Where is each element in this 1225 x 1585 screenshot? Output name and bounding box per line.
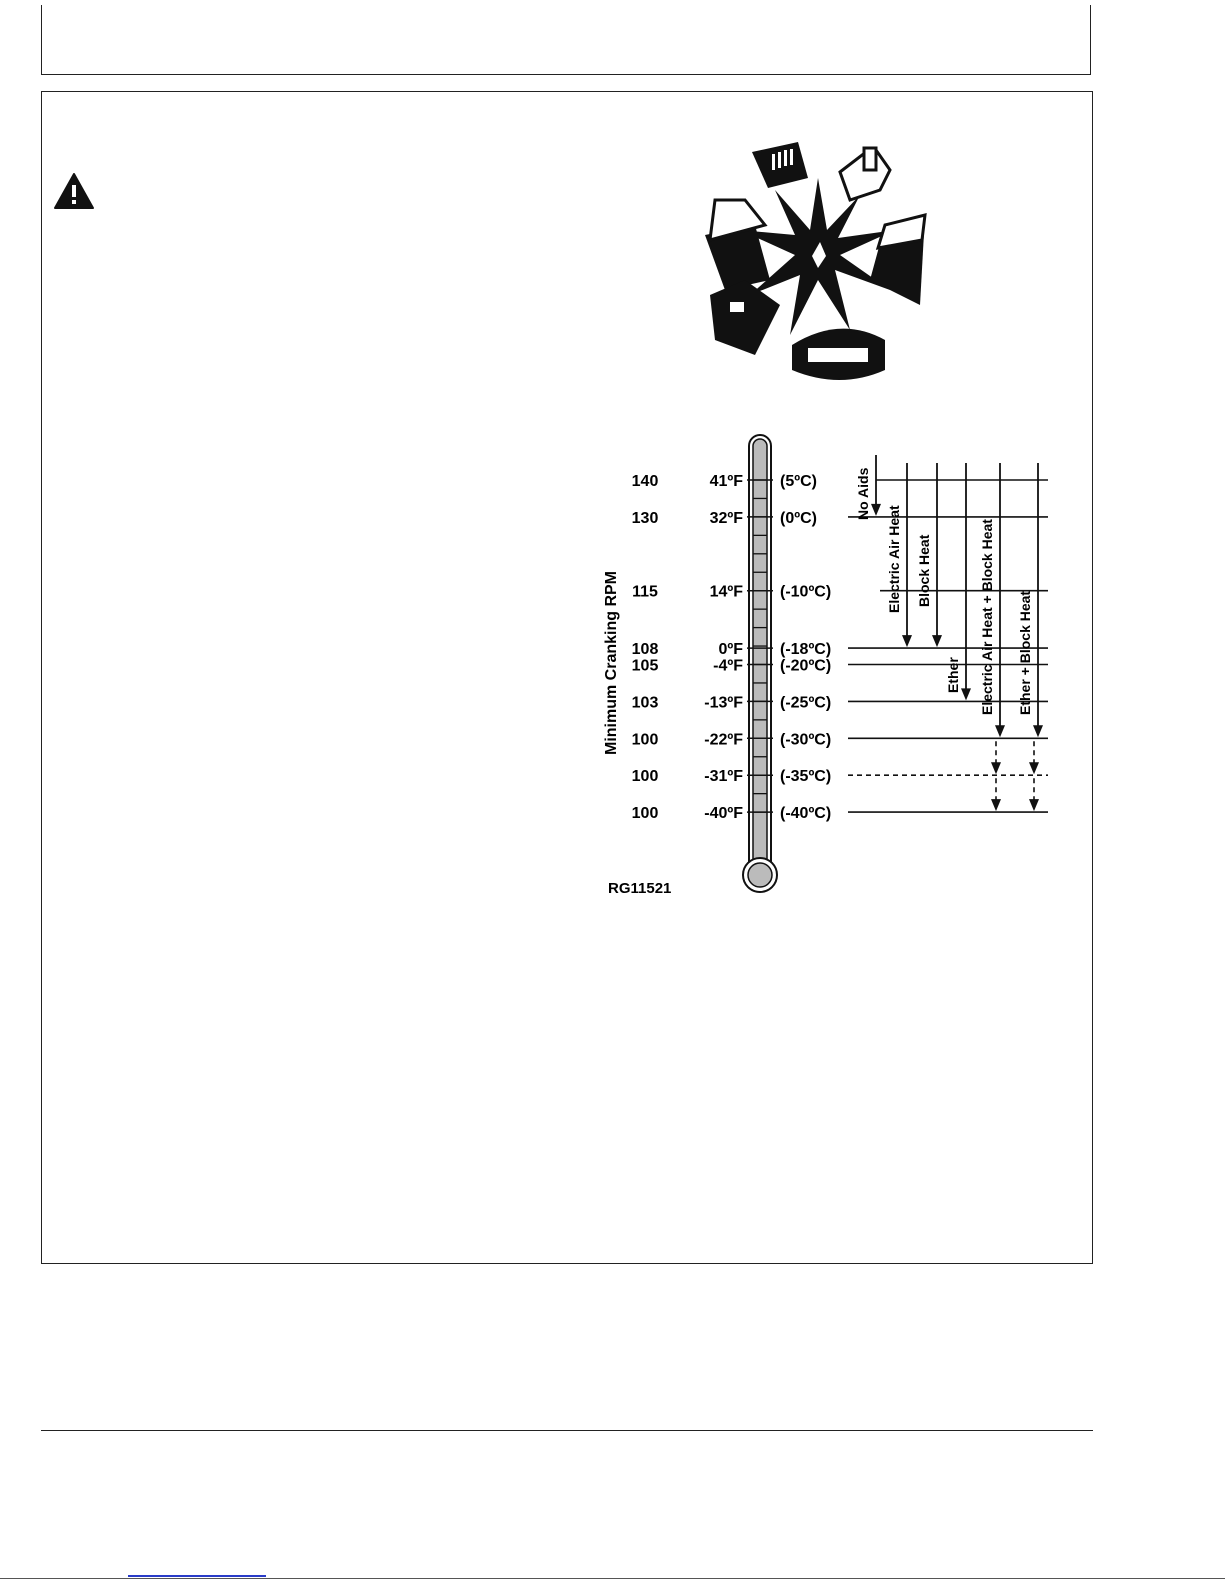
temp-celsius-label: (-25ºC): [780, 694, 832, 712]
aid-label: No Aids: [855, 467, 871, 520]
temp-celsius-label: (-18ºC): [780, 641, 832, 659]
rpm-value: 108: [631, 641, 659, 659]
temp-celsius-label: (5ºC): [780, 473, 817, 490]
aid-extension-arrowhead: [1029, 762, 1039, 774]
aid-label: Electric Air Heat + Block Heat: [979, 519, 995, 715]
rpm-value: 115: [632, 583, 658, 601]
rpm-value: 103: [631, 694, 659, 712]
cranking-rpm-chart: [590, 425, 1060, 915]
aid-extension-arrowhead: [1029, 799, 1039, 811]
temp-celsius-label: (-10ºC): [780, 583, 832, 601]
page-bottom-rule: [0, 1578, 1225, 1579]
starting-fluid-hazard-illustration: [690, 130, 950, 390]
top-frame: [41, 5, 1091, 75]
aid-arrowhead: [1033, 725, 1043, 737]
temp-fahrenheit-label: -40ºF: [704, 805, 743, 823]
temp-fahrenheit-label: -4ºF: [713, 657, 743, 675]
temp-fahrenheit-label: -31ºF: [704, 768, 743, 786]
temp-celsius-label: (-40ºC): [780, 805, 832, 823]
warning-icon: [53, 172, 95, 210]
temp-celsius-label: (0ºC): [780, 509, 817, 527]
starting-fluid-can-right: [840, 148, 925, 305]
starting-fluid-can-top: [752, 142, 808, 188]
aid-label: Block Heat: [916, 534, 932, 607]
aid-arrowhead: [902, 635, 912, 647]
temp-fahrenheit-label: -22ºF: [704, 731, 743, 749]
temp-celsius-label: (-20ºC): [780, 657, 832, 675]
rpm-value: 100: [631, 805, 659, 823]
aid-label: Electric Air Heat: [886, 505, 902, 613]
aid-arrowhead: [995, 725, 1005, 737]
rpm-value: 140: [631, 473, 659, 490]
temp-fahrenheit-label: -13ºF: [704, 694, 743, 712]
temp-fahrenheit-label: 32ºF: [709, 509, 743, 527]
rpm-value: 130: [631, 509, 659, 527]
aid-label: Ether + Block Heat: [1017, 590, 1033, 715]
temp-fahrenheit-label: 0ºF: [718, 641, 743, 659]
aid-arrowhead: [961, 688, 971, 700]
rpm-value: 100: [631, 768, 659, 786]
aid-arrowhead: [932, 635, 942, 647]
y-axis-label: Minimum Cranking RPM: [603, 570, 620, 756]
starting-fluid-can-bottom: [792, 329, 885, 380]
aid-arrowhead: [871, 504, 881, 516]
aid-extension-arrowhead: [991, 762, 1001, 774]
temp-fahrenheit-label: 41ºF: [709, 473, 743, 490]
thermometer: [743, 435, 777, 892]
footer-divider: [41, 1430, 1093, 1431]
rpm-value: 100: [631, 731, 659, 749]
temp-celsius-label: (-35ºC): [780, 768, 832, 786]
starting-fluid-can-left: [705, 200, 780, 355]
rpm-value: 105: [631, 657, 659, 675]
aid-extension-arrowhead: [991, 799, 1001, 811]
figure-id: RG11521: [608, 880, 672, 897]
aid-label: Ether: [945, 657, 961, 693]
temp-celsius-label: (-30ºC): [780, 731, 832, 749]
page-link-underline[interactable]: [128, 1575, 266, 1577]
temp-fahrenheit-label: 14ºF: [709, 583, 743, 601]
